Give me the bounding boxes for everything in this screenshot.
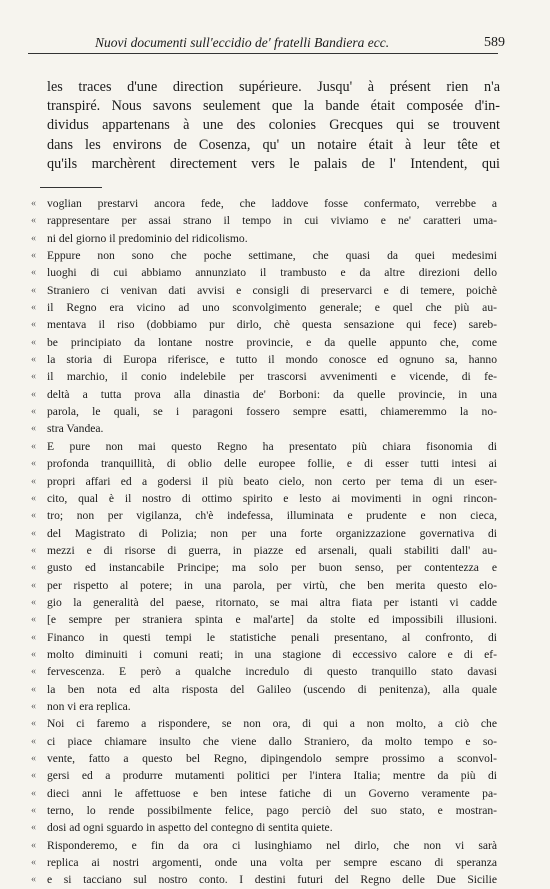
footnote-line: « rappresentare per assai strano il tempo in cui viviamo e ne' caratteri uma- bbox=[47, 212, 497, 229]
page-number: 589 bbox=[484, 35, 505, 50]
footnote-line: « voglian prestarvi ancora fede, che laddove fosse confermato, verrebbe a bbox=[47, 195, 497, 212]
footnote-line: « molto diminuiti i comuni reati; in una stagione di eccessivo calore e di ef- bbox=[47, 646, 497, 663]
footnote-line: « ni del giorno il predominio del ridicolismo. bbox=[47, 230, 497, 247]
header-rule bbox=[28, 53, 498, 54]
footnote-separator bbox=[40, 187, 102, 188]
footnote-paragraph bbox=[47, 715, 497, 836]
footnote-line: « la ben nota ed alta risposta del Galileo (uscendo di penitenza), alla quale bbox=[47, 681, 497, 698]
main-text bbox=[47, 78, 500, 174]
footnote-line: « il marchio, il conio indelebile per trascorsi avvenimenti e vicende, di fe- bbox=[47, 368, 497, 385]
running-title: Nuovi documenti sull'eccidio de' fratelli Bandiera ecc. bbox=[95, 35, 390, 50]
footnote-line: « gusto ed instancabile Principe; ma solo per buon senso, per contentezza e bbox=[47, 559, 497, 576]
footnote-line: « stra Vandea. bbox=[47, 420, 497, 437]
footnote-line: « propri affari ed a godersi il più beato cielo, non certo per tema di un eser- bbox=[47, 473, 497, 490]
footnote-paragraph bbox=[47, 195, 497, 247]
footnote-line: « fervescenza. E però a qualche incredulo di questo tranquillo stato davasi bbox=[47, 663, 497, 680]
footnote-line: « la storia di Europa riferisce, e tutto il mondo conosce ed ognuno sa, hanno bbox=[47, 351, 497, 368]
footnote-line: « [e sempre per straniera spinta e mal'arte] da stolte ed impossibili illusioni. bbox=[47, 611, 497, 628]
footnote-line: « e si tacciano sul nostro conto. I destini futuri del Regno delle Due Sicilie bbox=[47, 871, 497, 888]
footnote-line: « Straniero ci venivan dati avvisi e consigli di preservarci e di temere, poichè bbox=[47, 282, 497, 299]
footnote-line: « gersi ed a produrre mutamenti politici per l'intera Italia; mentre da più di bbox=[47, 767, 497, 784]
footnote-line: « deltà a tutta prova alla dinastia de' Borboni: da quelle provincie, in una bbox=[47, 386, 497, 403]
footnote-line: « cito, qual è il nostro di ottimo spirito e lesto ai movimenti in ogni rincon- bbox=[47, 490, 497, 507]
footnote-line: « replica ai nostri argomenti, onde una volta per sempre escano di speranza bbox=[47, 854, 497, 871]
footnote-line: « Risponderemo, e fin da ora ci lusinghiamo nel dirlo, che non vi sarà bbox=[47, 837, 497, 854]
footnote-line: « gio la generalità del paese, ritornato, se mai altra fiata per istanti vi cadde bbox=[47, 594, 497, 611]
footnote-line: « non vi era replica. bbox=[47, 698, 497, 715]
footnote-paragraph bbox=[47, 247, 497, 438]
footnote-line: « Financo in questi tempi le statistiche penali presentano, al confronto, di bbox=[47, 629, 497, 646]
footnote-line: « mentava il riso (dobbiamo pur dirlo, chè questa sensazione qui fece) sareb- bbox=[47, 316, 497, 333]
main-text-line: dividus appartenans à une des colonies Grecques qui se trouvent bbox=[47, 117, 500, 134]
footnote-line: « profonda tranquillità, di oblio delle europee follie, e di esser tutti intesi ai bbox=[47, 455, 497, 472]
footnote-line: « per rispetto al potere; in una parola, per virtù, che ben merita questo elo- bbox=[47, 577, 497, 594]
footnote-line: « ci piace chiamare insulto che viene dallo Straniero, da molto tempo e so- bbox=[47, 733, 497, 750]
footnote-line: « E pure non mai questo Regno ha presentato più chiara fisonomia di bbox=[47, 438, 497, 455]
footnote-line: « vente, fatto a questo bel Regno, dipingendolo sempre prossimo a sconvol- bbox=[47, 750, 497, 767]
footnote-line: « dosi ad ogni sguardo in aspetto del contegno di sentita quiete. bbox=[47, 819, 497, 836]
footnote-line: « Noi ci faremo a rispondere, se non ora, di qui a non molto, a ciò che bbox=[47, 715, 497, 732]
footnote-line: « terno, lo rende possibilmente felice, pago perciò del suo stato, e mostran- bbox=[47, 802, 497, 819]
footnote-line: « del Magistrato di Polizia; non per una forte organizzazione governativa di bbox=[47, 525, 497, 542]
footnote-line: « dieci anni le affettuose e ben intese fatiche di un Governo veramente pa- bbox=[47, 785, 497, 802]
footnote-line: « il Regno era vicino ad uno sconvolgimento generale; e quel che più au- bbox=[47, 299, 497, 316]
footnote-line: « luoghi di cui abbiamo annunziato il trambusto e da altre direzioni dello bbox=[47, 264, 497, 281]
main-text-line: transpiré. Nous savons seulement que la bande était composée d'in- bbox=[47, 98, 500, 115]
main-text-line: dans les environs de Cosenza, qu' un notaire était à leur tête et bbox=[47, 136, 500, 153]
footnote-line: « mezzi e di risorse di guerra, in piazze ed arsenali, quali stabiliti dall' au- bbox=[47, 542, 497, 559]
footnote-line: « parola, le quali, se i paragoni fossero sempre esatti, chiameremmo la no- bbox=[47, 403, 497, 420]
footnote-line: « be principiato da lontane nostre provincie, e da quelle appunto che, come bbox=[47, 334, 497, 351]
footnote-line: « tro; non per vigilanza, ch'è indefessa, illuminata e prudente e non cieca, bbox=[47, 507, 497, 524]
main-text-line: les traces d'une direction supérieure. Jusqu' à présent rien n'a bbox=[47, 79, 500, 95]
footnote-paragraph bbox=[47, 837, 497, 889]
footnote-line: « Eppure non sono che poche settimane, che quasi da quei medesimi bbox=[47, 247, 497, 264]
footnote bbox=[47, 195, 497, 889]
footnote-paragraph bbox=[47, 438, 497, 716]
main-text-line: qu'ils marchèrent directement vers le palais de l' Intendent, qui bbox=[47, 155, 500, 172]
